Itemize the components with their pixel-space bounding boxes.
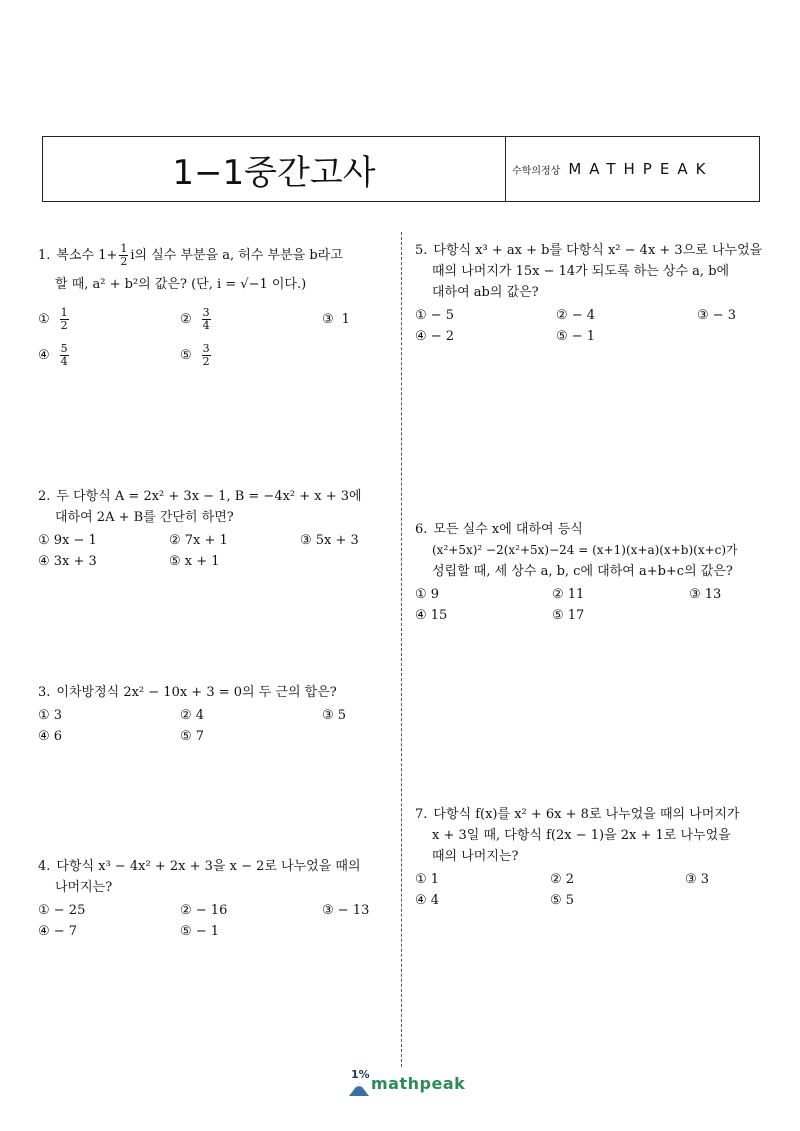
question-5-text: 다항식 x³ + ax + b를 다항식 x² − 4x + 3으로 나누었을 bbox=[433, 243, 763, 258]
question-number: 4. bbox=[38, 859, 51, 874]
question-2-choices bbox=[38, 530, 393, 572]
choice-4[interactable] bbox=[38, 337, 180, 373]
fraction-denominator: 2 bbox=[60, 318, 68, 332]
question-5-line-2: 때의 나머지가 15x − 14가 되도록 하는 상수 a, b에 bbox=[432, 264, 730, 279]
choice-1[interactable]: ① 3 bbox=[38, 708, 63, 723]
question-4-text: 다항식 x³ − 4x² + 2x + 3을 x − 2로 나누었을 때의 bbox=[56, 859, 361, 874]
choice-3[interactable]: ③ − 13 bbox=[322, 903, 370, 918]
brand-name: MATHPEAK bbox=[568, 160, 714, 178]
choice-value: 1 bbox=[341, 311, 350, 327]
choice-4[interactable]: ④ 4 bbox=[415, 893, 440, 908]
choice-mark: ③ bbox=[322, 311, 334, 327]
choice-3[interactable]: ③ 5x + 3 bbox=[300, 533, 359, 548]
choice-2[interactable]: ② 4 bbox=[180, 708, 205, 723]
exam-header bbox=[42, 136, 760, 202]
fraction-numerator: 3 bbox=[202, 305, 210, 319]
question-3 bbox=[38, 682, 393, 747]
question-5-line-1 bbox=[415, 240, 775, 261]
fraction-numerator: 3 bbox=[202, 341, 210, 355]
choice-2[interactable]: ② 2 bbox=[550, 872, 575, 887]
question-4 bbox=[38, 856, 393, 942]
choice-1[interactable]: ① 1 bbox=[415, 872, 440, 887]
question-2-line-2: 대하여 2A + B를 간단히 하면? bbox=[55, 510, 234, 525]
choice-fraction bbox=[60, 307, 69, 332]
choice-2[interactable]: ② − 16 bbox=[180, 903, 228, 918]
choice-mark: ④ bbox=[38, 347, 50, 363]
choice-5[interactable]: ⑤ 7 bbox=[180, 729, 205, 744]
question-number: 1. bbox=[38, 248, 51, 263]
fraction-denominator: 4 bbox=[202, 318, 210, 332]
question-2-line-1 bbox=[38, 486, 393, 507]
fraction-denominator: 2 bbox=[202, 354, 210, 368]
fraction-numerator: 1 bbox=[60, 305, 68, 319]
question-4-choices bbox=[38, 900, 393, 942]
choice-4[interactable]: ④ − 7 bbox=[38, 924, 78, 939]
question-1-line-2: 할 때, a² + b²의 값은? (단, i = √−1 이다.) bbox=[55, 277, 307, 292]
page-title: 1−1중간고사 bbox=[172, 152, 376, 193]
question-7-text: 다항식 f(x)를 x² + 6x + 8로 나누었을 때의 나머지가 bbox=[433, 807, 740, 822]
question-number: 3. bbox=[38, 685, 51, 700]
question-6 bbox=[415, 519, 785, 626]
choice-2[interactable] bbox=[180, 301, 322, 337]
choice-3[interactable]: ③ − 3 bbox=[697, 308, 737, 323]
question-4-line-2: 나머지는? bbox=[55, 880, 113, 895]
choice-2[interactable]: ② 7x + 1 bbox=[169, 533, 228, 548]
question-number: 6. bbox=[415, 522, 428, 537]
footer-logo bbox=[349, 1068, 466, 1098]
fraction-numerator: 1 bbox=[120, 242, 128, 255]
choice-4[interactable]: ④ 15 bbox=[415, 608, 448, 623]
question-number: 5. bbox=[415, 243, 428, 258]
choice-3[interactable]: ③ 13 bbox=[689, 587, 722, 602]
choice-5[interactable]: ⑤ 17 bbox=[552, 608, 585, 623]
question-3-line-1 bbox=[38, 682, 393, 703]
question-7-line-2: x + 3일 때, 다항식 f(2x − 1)을 2x + 1로 나누었을 bbox=[432, 828, 731, 843]
question-6-line-2: (x²+5x)² −2(x²+5x)−24 = (x+1)(x+a)(x+b)(x+c)가 bbox=[432, 543, 738, 557]
choice-mark: ⑤ bbox=[180, 347, 192, 363]
logo-name: mathpeak bbox=[371, 1074, 466, 1093]
choice-5[interactable]: ⑤ − 1 bbox=[556, 329, 596, 344]
brand-cell bbox=[506, 137, 759, 201]
question-5 bbox=[415, 240, 775, 347]
choice-4[interactable]: ④ 3x + 3 bbox=[38, 554, 97, 569]
question-1-text-b: i의 실수 부분을 a, 허수 부분을 b라고 bbox=[130, 248, 343, 263]
choice-fraction bbox=[202, 307, 211, 332]
choice-4[interactable]: ④ − 2 bbox=[415, 329, 455, 344]
choice-1[interactable]: ① − 5 bbox=[415, 308, 455, 323]
choice-3[interactable]: ③ 5 bbox=[322, 708, 347, 723]
choice-3[interactable] bbox=[322, 301, 402, 337]
choice-mark: ② bbox=[180, 311, 192, 327]
question-7 bbox=[415, 804, 785, 911]
question-4-line-1 bbox=[38, 856, 393, 877]
choice-5[interactable]: ⑤ 5 bbox=[550, 893, 575, 908]
choice-2[interactable]: ② − 4 bbox=[556, 308, 596, 323]
question-3-choices bbox=[38, 705, 393, 747]
choice-5[interactable] bbox=[180, 337, 322, 373]
choice-5[interactable]: ⑤ − 1 bbox=[180, 924, 220, 939]
mountain-icon bbox=[349, 1082, 369, 1096]
question-2-text: 두 다항식 A = 2x² + 3x − 1, B = −4x² + x + 3에 bbox=[56, 489, 362, 504]
choice-mark: ① bbox=[38, 311, 50, 327]
question-1-choices bbox=[38, 301, 393, 373]
question-1-text-a: 복소수 1+ bbox=[56, 248, 118, 263]
logo-percent: 1% bbox=[351, 1068, 370, 1081]
question-7-choices bbox=[415, 869, 785, 911]
question-1-fraction bbox=[119, 243, 128, 268]
choice-3[interactable]: ③ 3 bbox=[685, 872, 710, 887]
question-6-choices bbox=[415, 584, 785, 626]
question-5-choices bbox=[415, 305, 775, 347]
question-7-line-1 bbox=[415, 804, 785, 825]
choice-1[interactable]: ① 9x − 1 bbox=[38, 533, 97, 548]
choice-1[interactable] bbox=[38, 301, 180, 337]
question-1 bbox=[38, 243, 393, 373]
brand-subtitle: 수학의정상 bbox=[512, 165, 561, 177]
fraction-numerator: 5 bbox=[60, 341, 68, 355]
choice-fraction bbox=[60, 343, 69, 368]
choice-fraction bbox=[202, 343, 211, 368]
fraction-denominator: 2 bbox=[120, 255, 128, 268]
fraction-denominator: 4 bbox=[60, 354, 68, 368]
question-6-text: 모든 실수 x에 대하여 등식 bbox=[433, 522, 583, 537]
question-3-text: 이차방정식 2x² − 10x + 3 = 0의 두 근의 합은? bbox=[56, 685, 337, 700]
question-5-line-3: 대하여 ab의 값은? bbox=[432, 285, 539, 300]
question-6-line-1 bbox=[415, 519, 785, 540]
choice-1[interactable]: ① 9 bbox=[415, 587, 440, 602]
choice-1[interactable]: ① − 25 bbox=[38, 903, 86, 918]
choice-4[interactable]: ④ 6 bbox=[38, 729, 63, 744]
question-6-line-3: 성립할 때, 세 상수 a, b, c에 대하여 a+b+c의 값은? bbox=[432, 564, 733, 579]
column-divider bbox=[401, 232, 402, 1067]
question-7-line-3: 때의 나머지는? bbox=[432, 849, 519, 864]
question-number: 2. bbox=[38, 489, 51, 504]
title-cell bbox=[43, 137, 506, 201]
question-1-line-1 bbox=[38, 243, 393, 268]
question-2 bbox=[38, 486, 393, 572]
question-number: 7. bbox=[415, 807, 428, 822]
choice-5[interactable]: ⑤ x + 1 bbox=[169, 554, 220, 569]
choice-2[interactable]: ② 11 bbox=[552, 587, 585, 602]
